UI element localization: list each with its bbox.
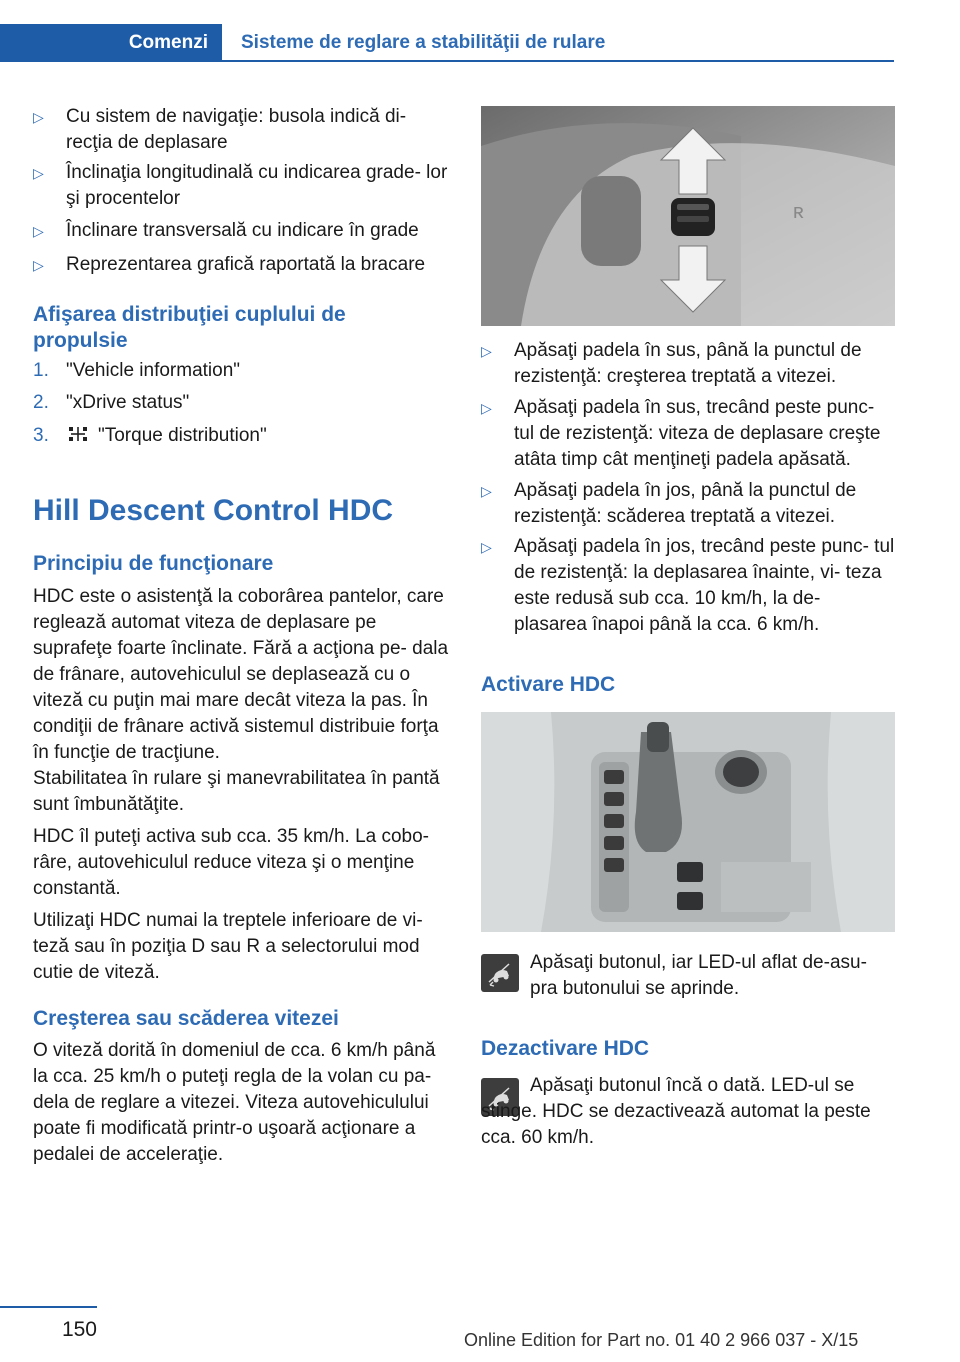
list-item: ▷ Apăsaţi padela în jos, trecând peste punc‐ tul de rezistenţă: la deplasarea înainte, vi‐ teza este redusă sub cca. 10 km/h, la de‐ plasarea înapoi până la cca. 6 km/h. bbox=[481, 536, 895, 635]
svg-text:ʀ: ʀ bbox=[793, 201, 804, 223]
list-item: ▷ Apăsaţi padela în sus, până la punctul de rezistenţă: creşterea treptată a vitezei. bbox=[481, 340, 862, 387]
step-item: 3. "Torque distribution" bbox=[33, 425, 267, 446]
principle-heading: Principiu de funcţionare bbox=[33, 552, 274, 575]
triangle-right-icon: ▷ bbox=[481, 400, 492, 416]
triangle-right-icon: ▷ bbox=[33, 257, 44, 273]
triangle-right-icon: ▷ bbox=[481, 539, 492, 555]
list-item: ▷ Reprezentarea grafică raportată la bracare bbox=[33, 252, 449, 278]
triangle-right-icon: ▷ bbox=[33, 165, 44, 181]
list-item: ▷ Apăsaţi padela în sus, trecând peste punc‐ tul de rezistenţă: viteza de deplasare creşte atâta timp cât menţineţi padela apăsată. bbox=[481, 397, 881, 470]
footer-rule bbox=[0, 1306, 97, 1308]
list-item: ▷ Înclinaţia longitudinală cu indicarea grade‐ lor şi procentelor bbox=[33, 162, 448, 209]
triangle-right-icon: ▷ bbox=[33, 109, 44, 125]
header-rule bbox=[222, 60, 894, 62]
list-item: ▷ Cu sistem de navigaţie: busola indică di‐ recţia de deplasare bbox=[33, 106, 407, 153]
list-item: ▷ Înclinare transversală cu indicare în grade bbox=[33, 218, 449, 244]
section-title: Sisteme de reglare a stabilităţii de rulare bbox=[241, 32, 606, 53]
edition-note: Online Edition for Part no. 01 40 2 966 037 - X/15 bbox=[464, 1330, 859, 1350]
chapter-title: Comenzi bbox=[128, 32, 208, 53]
triangle-right-icon: ▷ bbox=[481, 483, 492, 499]
page-number: 150 bbox=[61, 1318, 97, 1341]
principle-paragraph: Stabilitatea în rulare şi manevrabilitatea în pantă sunt îmbunătăţite. bbox=[33, 768, 440, 815]
step-item: 2. "xDrive status" bbox=[33, 392, 190, 413]
principle-paragraph: HDC îl puteţi activa sub cca. 35 km/h. La cobo‐ râre, autovehiculul reduce viteza şi o menţine constantă. bbox=[33, 826, 430, 899]
deactivate-heading: Dezactivare HDC bbox=[481, 1037, 650, 1060]
main-heading: Hill Descent Control HDC bbox=[33, 494, 394, 527]
steering-wheel-photo bbox=[481, 106, 895, 326]
activate-text: Apăsaţi butonul, iar LED-ul aflat de-asu‐ pra butonului se aprinde. bbox=[530, 952, 867, 999]
list-item: ▷ Apăsaţi padela în jos, până la punctul de rezistenţă: scăderea treptată a vitezei. bbox=[481, 480, 857, 527]
triangle-right-icon: ▷ bbox=[33, 223, 44, 239]
principle-paragraph: HDC este o asistenţă la coborârea pantelor, care reglează automat viteza de deplasare pe suprafeţe foarte înclinate. Fără a acţiona pe‐ dala de frânare, autovehiculul se deplasează cu o viteză cu puţin mai mare decât viteza la pas. În condiţii de frânare activă sistemul distribuie forţa în funcţie de tracţiune. bbox=[33, 586, 449, 763]
triangle-right-icon: ▷ bbox=[481, 343, 492, 359]
hdc-button-icon bbox=[481, 954, 519, 992]
speed-paragraph: O viteză dorită în domeniul de cca. 6 km/h până la cca. 25 km/h o puteţi regla de la volan cu pa‐ dela de reglare a vitezei. Viteza autovehiculului poate fi modificată printr-o uşoară acţionare a pedalei de acceleraţie. bbox=[33, 1040, 436, 1165]
center-console-photo bbox=[481, 712, 895, 932]
speed-heading: Creşterea sau scăderea vitezei bbox=[33, 1007, 339, 1030]
torque-heading: Afişarea distribuţiei cuplului de propulsie bbox=[33, 303, 346, 352]
principle-paragraph: Utilizaţi HDC numai la treptele inferioare de vi‐ teză sau în poziţia D sau R a selectorului mod cutie de viteză. bbox=[33, 910, 423, 983]
activate-heading: Activare HDC bbox=[481, 673, 616, 696]
step-item: 1. "Vehicle information" bbox=[33, 360, 241, 381]
torque-distribution-icon bbox=[66, 424, 90, 444]
deactivate-text: Apăsaţi butonul încă o dată. LED-ul se stinge. HDC se dezactivează automat la peste cca. 60 km/h. bbox=[481, 1075, 871, 1148]
